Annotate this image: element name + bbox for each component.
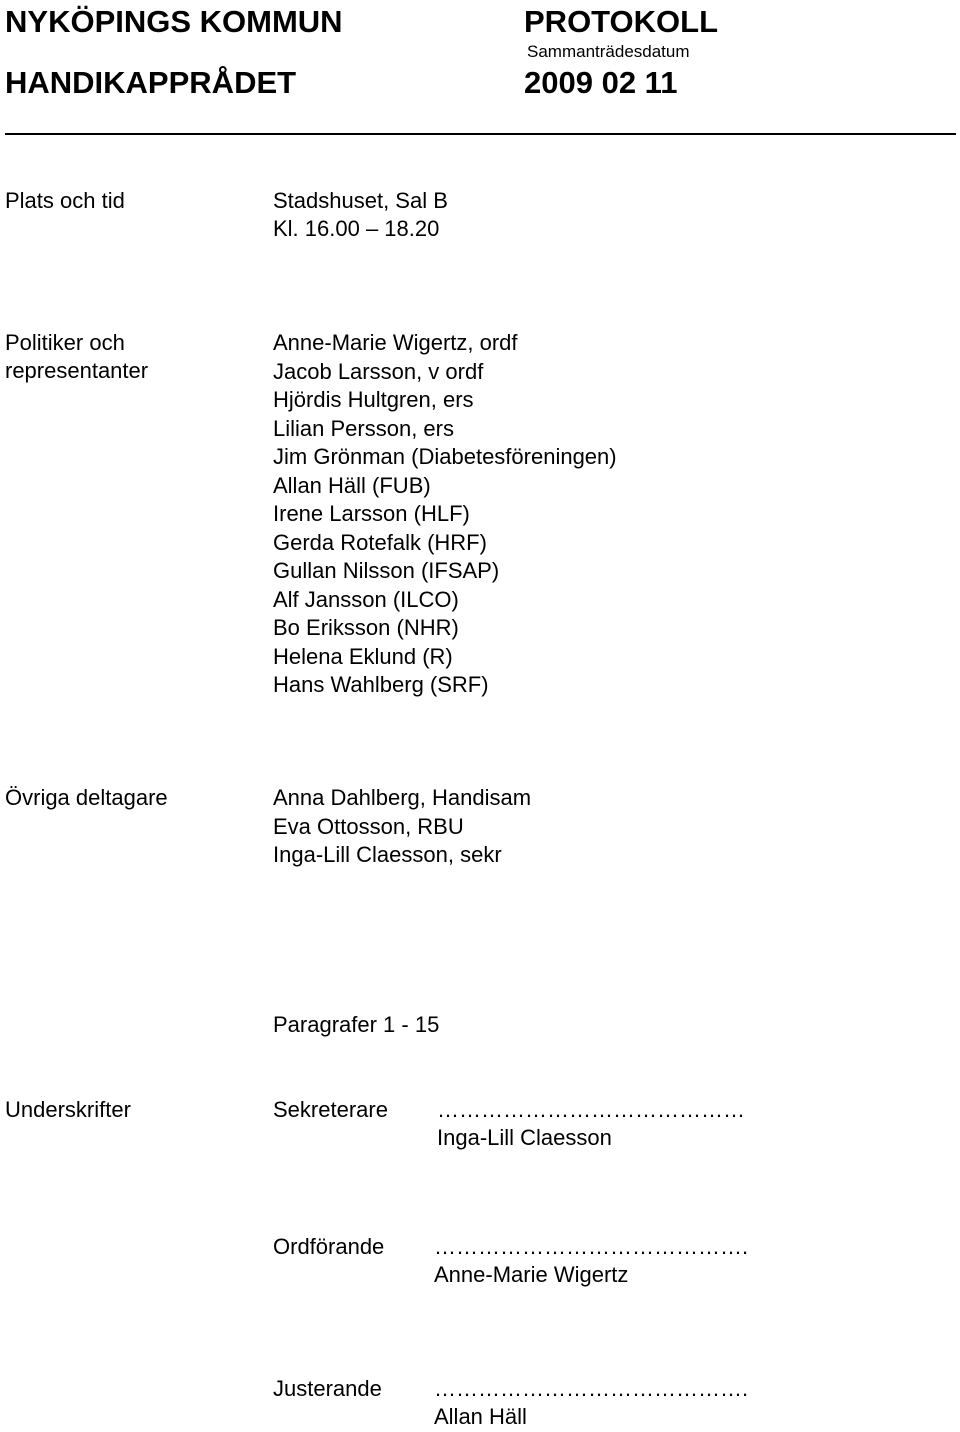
secretary-role: Sekreterare <box>273 1097 388 1122</box>
document-type: PROTOKOLL <box>524 4 719 39</box>
paragraph-range: Paragrafer 1 - 15 <box>273 1012 440 1037</box>
list-item: Irene Larsson (HLF) <box>273 501 470 526</box>
list-item: Hjördis Hultgren, ers <box>273 387 474 412</box>
list-item: Lilian Persson, ers <box>273 415 454 441</box>
participants-list <box>273 329 617 700</box>
list-item: Anna Dahlberg, Handisam <box>273 785 532 810</box>
adjuster-signature-line: ……………………………………. <box>434 1376 749 1401</box>
municipality-name: NYKÖPINGS KOMMUN <box>5 4 343 39</box>
list-item: Jacob Larsson, v ordf <box>273 358 484 384</box>
secretary-signature-line: …………………………………… <box>437 1097 745 1122</box>
list-item: Eva Ottosson, RBU <box>273 813 464 839</box>
list-item: Gerda Rotefalk (HRF) <box>273 529 487 555</box>
council-name: HANDIKAPPRÅDET <box>5 65 297 100</box>
place-label: Plats och tid <box>5 188 125 213</box>
other-participants-label: Övriga deltagare <box>5 785 168 810</box>
chair-signature-line: ……………………………………. <box>434 1234 749 1259</box>
list-item: Inga-Lill Claesson, sekr <box>273 842 502 867</box>
meeting-time: Kl. 16.00 – 18.20 <box>273 216 440 241</box>
list-item: Helena Eklund (R) <box>273 643 453 669</box>
chair-role: Ordförande <box>273 1234 385 1259</box>
list-item: Hans Wahlberg (SRF) <box>273 672 489 697</box>
list-item: Allan Häll (FUB) <box>273 472 431 498</box>
adjuster-name: Allan Häll <box>434 1404 527 1429</box>
meeting-date-label: Sammanträdesdatum <box>527 42 690 61</box>
list-item: Alf Jansson (ILCO) <box>273 586 459 612</box>
list-item: Jim Grönman (Diabetesföreningen) <box>273 444 617 469</box>
other-participants-list <box>273 784 531 870</box>
list-item: Bo Eriksson (NHR) <box>273 615 459 640</box>
meeting-date: 2009 02 11 <box>524 65 678 100</box>
meeting-place: Stadshuset, Sal B <box>273 188 448 213</box>
adjuster-role: Justerande <box>273 1376 382 1401</box>
secretary-name: Inga-Lill Claesson <box>437 1125 612 1150</box>
chair-name: Anne-Marie Wigertz <box>434 1262 629 1287</box>
participants-label-line1: Politiker och <box>5 330 125 355</box>
header-divider <box>5 133 956 135</box>
list-item: Gullan Nilsson (IFSAP) <box>273 558 500 583</box>
participants-label-line2: representanter <box>5 358 149 383</box>
signatures-label: Underskrifter <box>5 1097 131 1122</box>
list-item: Anne-Marie Wigertz, ordf <box>273 330 518 355</box>
